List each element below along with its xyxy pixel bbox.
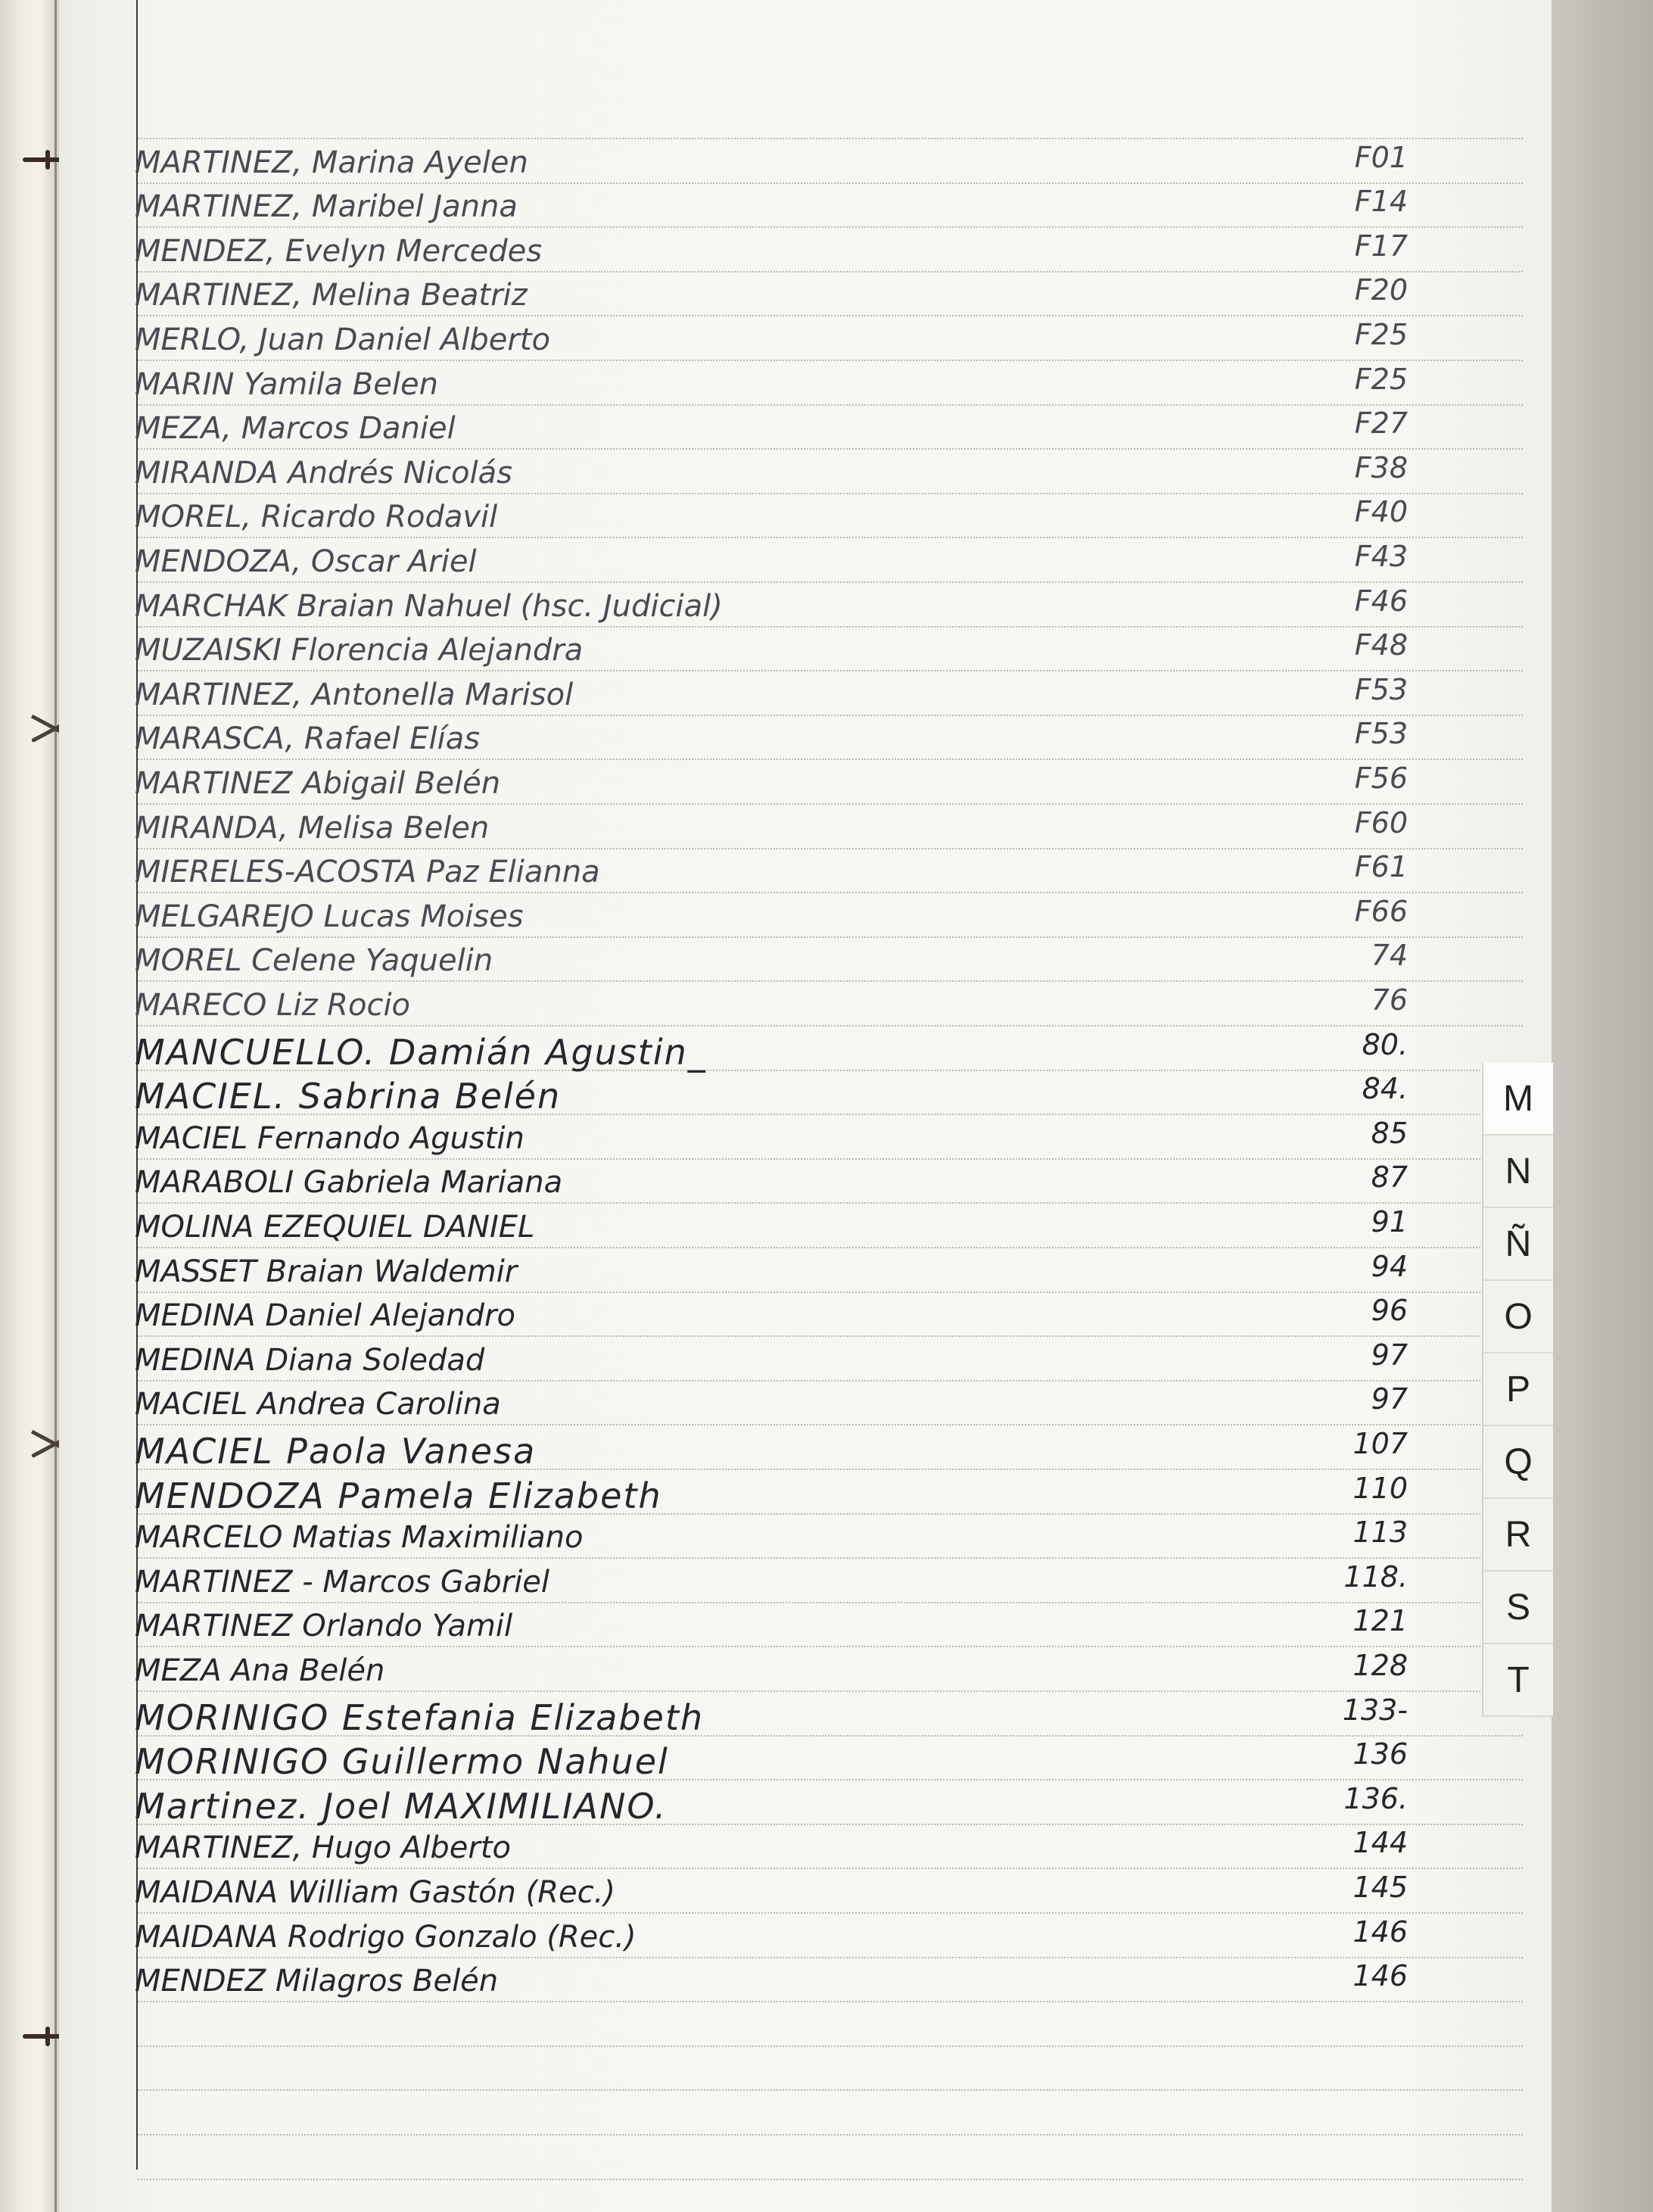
entry-number: 96	[1371, 1294, 1408, 1327]
ruled-line	[138, 1380, 1523, 1382]
ruled-line	[138, 1291, 1523, 1293]
entry-name: MARECO Liz Rocio	[135, 988, 411, 1023]
entry-number: 118.	[1343, 1560, 1408, 1594]
entry-number: 136.	[1343, 1782, 1408, 1815]
ruled-line	[138, 493, 1523, 494]
entry-number: 91	[1371, 1205, 1408, 1238]
ruled-line	[138, 226, 1523, 228]
ruled-line	[138, 1602, 1523, 1603]
ruled-line	[138, 715, 1523, 716]
index-tab-N[interactable]: N	[1483, 1136, 1553, 1208]
entry-name: Martinez. Joel MAXIMILIANO.	[135, 1786, 668, 1827]
entry-number: 146	[1353, 1959, 1408, 1992]
ruled-line	[138, 626, 1523, 628]
ruled-line	[138, 1424, 1523, 1425]
entry-name: MERLO, Juan Daniel Alberto	[135, 322, 550, 357]
entry-name: MARTINEZ, Antonella Marisol	[135, 678, 574, 712]
entry-name: MACIEL. Sabrina Belén	[135, 1076, 562, 1117]
index-tab-O[interactable]: O	[1483, 1281, 1553, 1354]
entry-number: F40	[1354, 495, 1408, 528]
entry-name: MORINIGO Guillermo Nahuel	[135, 1741, 669, 1782]
index-tab-S[interactable]: S	[1483, 1572, 1553, 1644]
entry-name: MORINIGO Estefania Elizabeth	[135, 1697, 705, 1738]
entry-name: MARABOLI Gabriela Mariana	[135, 1165, 563, 1200]
entry-name: MOREL, Ricardo Rodavil	[135, 500, 498, 534]
entry-name: MARCHAK Braian Nahuel (hsc. Judicial)	[135, 589, 723, 624]
entry-number: F25	[1354, 363, 1408, 396]
entry-number: F56	[1354, 762, 1408, 795]
ruled-line	[138, 360, 1523, 361]
entry-number: F53	[1354, 717, 1408, 750]
entry-name: MARTINEZ, Melina Beatriz	[135, 278, 528, 313]
entry-name: MARASCA, Rafael Elías	[135, 721, 481, 756]
entry-name: MACIEL Andrea Carolina	[135, 1387, 501, 1422]
ruled-line	[138, 2001, 1523, 2002]
entry-name: MARTINEZ - Marcos Gabriel	[135, 1565, 550, 1600]
entry-number: F53	[1354, 673, 1408, 706]
ruled-line	[138, 1557, 1523, 1559]
ruled-line	[138, 980, 1523, 982]
entry-name: MIRANDA Andrés Nicolás	[135, 456, 512, 491]
entry-name: MARTINEZ, Maribel Janna	[135, 189, 518, 224]
entry-number: 145	[1353, 1871, 1408, 1904]
entry-number: F43	[1354, 540, 1408, 573]
ruled-line	[138, 1912, 1523, 1914]
entry-name: MEDINA Diana Soledad	[135, 1343, 485, 1378]
ruled-line	[138, 2089, 1523, 2091]
entry-name: MIRANDA, Melisa Belen	[135, 811, 490, 846]
entry-number: 128	[1353, 1649, 1408, 1682]
entry-number: F01	[1354, 141, 1408, 174]
ruled-line	[138, 1202, 1523, 1204]
entry-name: MUZAISKI Florencia Alejandra	[135, 633, 584, 668]
ruled-line	[138, 670, 1523, 671]
entry-number: 87	[1371, 1161, 1408, 1194]
entry-number: 74	[1371, 939, 1408, 972]
entry-number: 84.	[1362, 1072, 1408, 1105]
entry-name: MARTINEZ, Hugo Alberto	[135, 1830, 512, 1865]
entry-number: 97	[1371, 1338, 1408, 1372]
entry-name: MENDEZ, Evelyn Mercedes	[135, 234, 543, 269]
index-tabs	[1482, 1063, 1553, 1717]
entry-number: F27	[1354, 407, 1408, 440]
entry-number: 110	[1353, 1472, 1408, 1505]
ruled-line	[138, 1247, 1523, 1248]
ruled-line	[138, 2179, 1523, 2180]
ruled-line	[138, 537, 1523, 538]
entry-name: MENDOZA Pamela Elizabeth	[135, 1475, 662, 1516]
ruled-line	[138, 1868, 1523, 1869]
index-tab-M[interactable]: M	[1483, 1063, 1553, 1136]
ruled-line	[138, 803, 1523, 805]
binder-cover-edge	[1552, 0, 1653, 2212]
entry-name: MANCUELLO. Damián Agustin_	[135, 1032, 707, 1073]
ruled-line	[138, 448, 1523, 450]
entry-number: F66	[1354, 895, 1408, 928]
ruled-line	[138, 1957, 1523, 1958]
entry-number: 85	[1371, 1117, 1408, 1150]
entry-number: F46	[1354, 584, 1408, 618]
ruled-line	[138, 271, 1523, 273]
entry-name: MARTINEZ Abigail Belén	[135, 766, 501, 801]
entry-name: MARTINEZ Orlando Yamil	[135, 1609, 513, 1643]
entry-name: MELGAREJO Lucas Moises	[135, 899, 524, 934]
index-tab-Ñ[interactable]: Ñ	[1483, 1208, 1553, 1281]
entry-name: MAIDANA William Gastón (Rec.)	[135, 1875, 615, 1910]
ruled-line	[138, 315, 1523, 316]
entry-name: MAIDANA Rodrigo Gonzalo (Rec.)	[135, 1920, 637, 1955]
entry-number: 136	[1353, 1737, 1408, 1771]
entry-name: MENDEZ Milagros Belén	[135, 1964, 499, 1999]
ruled-line	[138, 759, 1523, 760]
entry-number: 107	[1353, 1427, 1408, 1460]
entry-number: F25	[1354, 318, 1408, 351]
entry-number: F48	[1354, 628, 1408, 662]
entry-number: 144	[1353, 1826, 1408, 1859]
ruled-line	[138, 1025, 1523, 1027]
binder-left-strip	[0, 0, 59, 2212]
entry-number: F60	[1354, 806, 1408, 840]
ruled-line	[138, 1335, 1523, 1337]
ruled-line	[138, 581, 1523, 583]
entry-number: F14	[1354, 185, 1408, 218]
entry-name: MARCELO Matias Maximiliano	[135, 1520, 584, 1555]
ruled-line	[138, 1158, 1523, 1160]
ruled-line	[138, 404, 1523, 406]
entry-name: MEZA Ana Belén	[135, 1653, 385, 1688]
entry-number: 80.	[1362, 1028, 1408, 1061]
entry-number: 97	[1371, 1382, 1408, 1416]
ruled-line	[138, 1690, 1523, 1692]
ruled-line	[138, 1646, 1523, 1647]
entry-name: MARIN Yamila Belen	[135, 367, 438, 402]
ruled-line	[138, 2134, 1523, 2136]
entry-number: 113	[1353, 1516, 1408, 1549]
entry-name: MOLINA EZEQUIEL DANIEL	[135, 1210, 535, 1245]
index-tab-T[interactable]: T	[1483, 1644, 1553, 1717]
index-tab-P[interactable]: P	[1483, 1354, 1553, 1426]
index-tab-R[interactable]: R	[1483, 1499, 1553, 1572]
entry-name: MOREL Celene Yaquelin	[135, 943, 493, 978]
entry-name: MEZA, Marcos Daniel	[135, 411, 456, 446]
ledger-page	[59, 0, 1552, 2212]
index-tab-Q[interactable]: Q	[1483, 1426, 1553, 1499]
entry-number: 121	[1353, 1604, 1408, 1637]
entry-number: F61	[1354, 850, 1408, 883]
ruled-line	[138, 936, 1523, 938]
entry-name: MACIEL Paola Vanesa	[135, 1431, 537, 1472]
entry-number: F20	[1354, 273, 1408, 307]
entry-number: 76	[1371, 983, 1408, 1017]
entry-number: 133-	[1342, 1693, 1408, 1727]
ruled-line	[138, 892, 1523, 893]
entry-name: MIERELES-ACOSTA Paz Elianna	[135, 855, 600, 889]
entry-name: MARTINEZ, Marina Ayelen	[135, 145, 528, 180]
entry-number: F38	[1354, 451, 1408, 484]
ruled-line	[138, 2045, 1523, 2047]
entry-number: F17	[1354, 229, 1408, 263]
binding-edge	[54, 0, 57, 2212]
ruled-line	[138, 138, 1523, 139]
entry-name: MASSET Braian Waldemir	[135, 1254, 518, 1289]
entry-name: MEDINA Daniel Alejandro	[135, 1298, 515, 1333]
ruled-line	[138, 182, 1523, 184]
entry-name: MACIEL Fernando Agustin	[135, 1121, 525, 1156]
ruled-line	[138, 848, 1523, 849]
entry-name: MENDOZA, Oscar Ariel	[135, 544, 477, 579]
entry-number: 94	[1371, 1250, 1408, 1283]
entry-number: 146	[1353, 1915, 1408, 1949]
